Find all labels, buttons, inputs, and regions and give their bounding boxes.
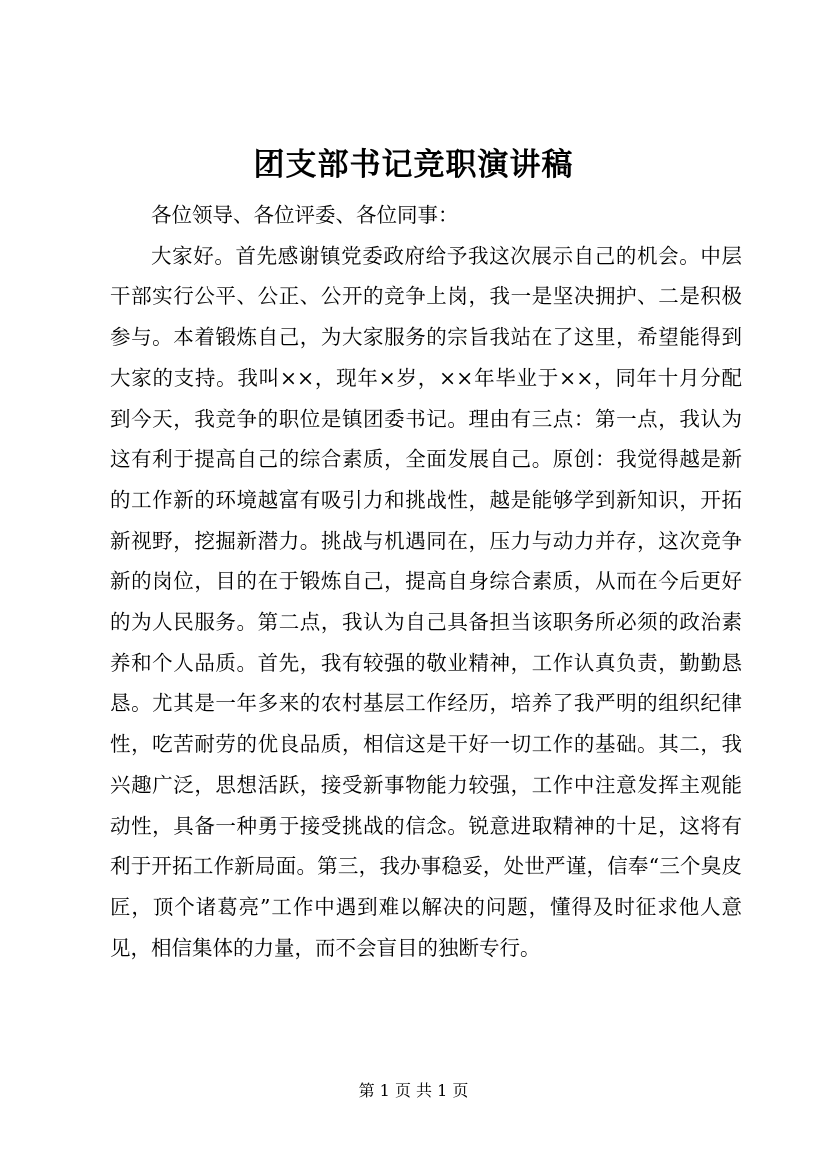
document-title: 团支部书记竞职演讲稿	[253, 147, 574, 183]
body-paragraph: 大家好。首先感谢镇党委政府给予我这次展示自己的机会。中层干部实行公平、公正、公开的竞争上岗，我一是坚决拥护、二是积极参与。本着锻炼自己，为大家服务的宗旨我站在了这里，希望能得到大家的支持。我叫××，现年×岁，××年毕业于××，同年十月分配到今天，我竞争的职位是镇团委书记。理由有三点：第一点，我认为这有利于提高自己的综合素质，全面发展自己。原创：我觉得越是新的工作新的环境越富有吸引力和挑战性，越是能够学到新知识，开拓新视野，挖掘新潜力。挑战与机遇同在，压力与动力并存，这次竞争新的岗位，目的在于锻炼自己，提高自身综合素质，从而在今后更好的为人民服务。第二点，我认为自己具备担当该职务所必须的政治素养和个人品质。首先，我有较强的敬业精神，工作认真负责，勤勤恳恳。尤其是一年多来的农村基层工作经历，培养了我严明的组织纪律性，吃苦耐劳的优良品质，相信这是干好一切工作的基础。其二，我兴趣广泛，思想活跃，接受新事物能力较强，工作中注意发挥主观能动性，具备一种勇于接受挑战的信念。锐意进取精神的十足，这将有利于开拓工作新局面。第三，我办事稳妥，处世严谨，信奉“三个臭皮匠，顶个诸葛亮”工作中遇到难以解决的问题，懂得及时征求他人意见，相信集体的力量，而不会盲目的独断专行。	[110, 243, 742, 960]
document-body	[110, 195, 742, 968]
page-number-footer: 第 1 页 共 1 页	[358, 1081, 469, 1100]
salutation: 各位领导、各位评委、各位同事：	[151, 203, 459, 227]
